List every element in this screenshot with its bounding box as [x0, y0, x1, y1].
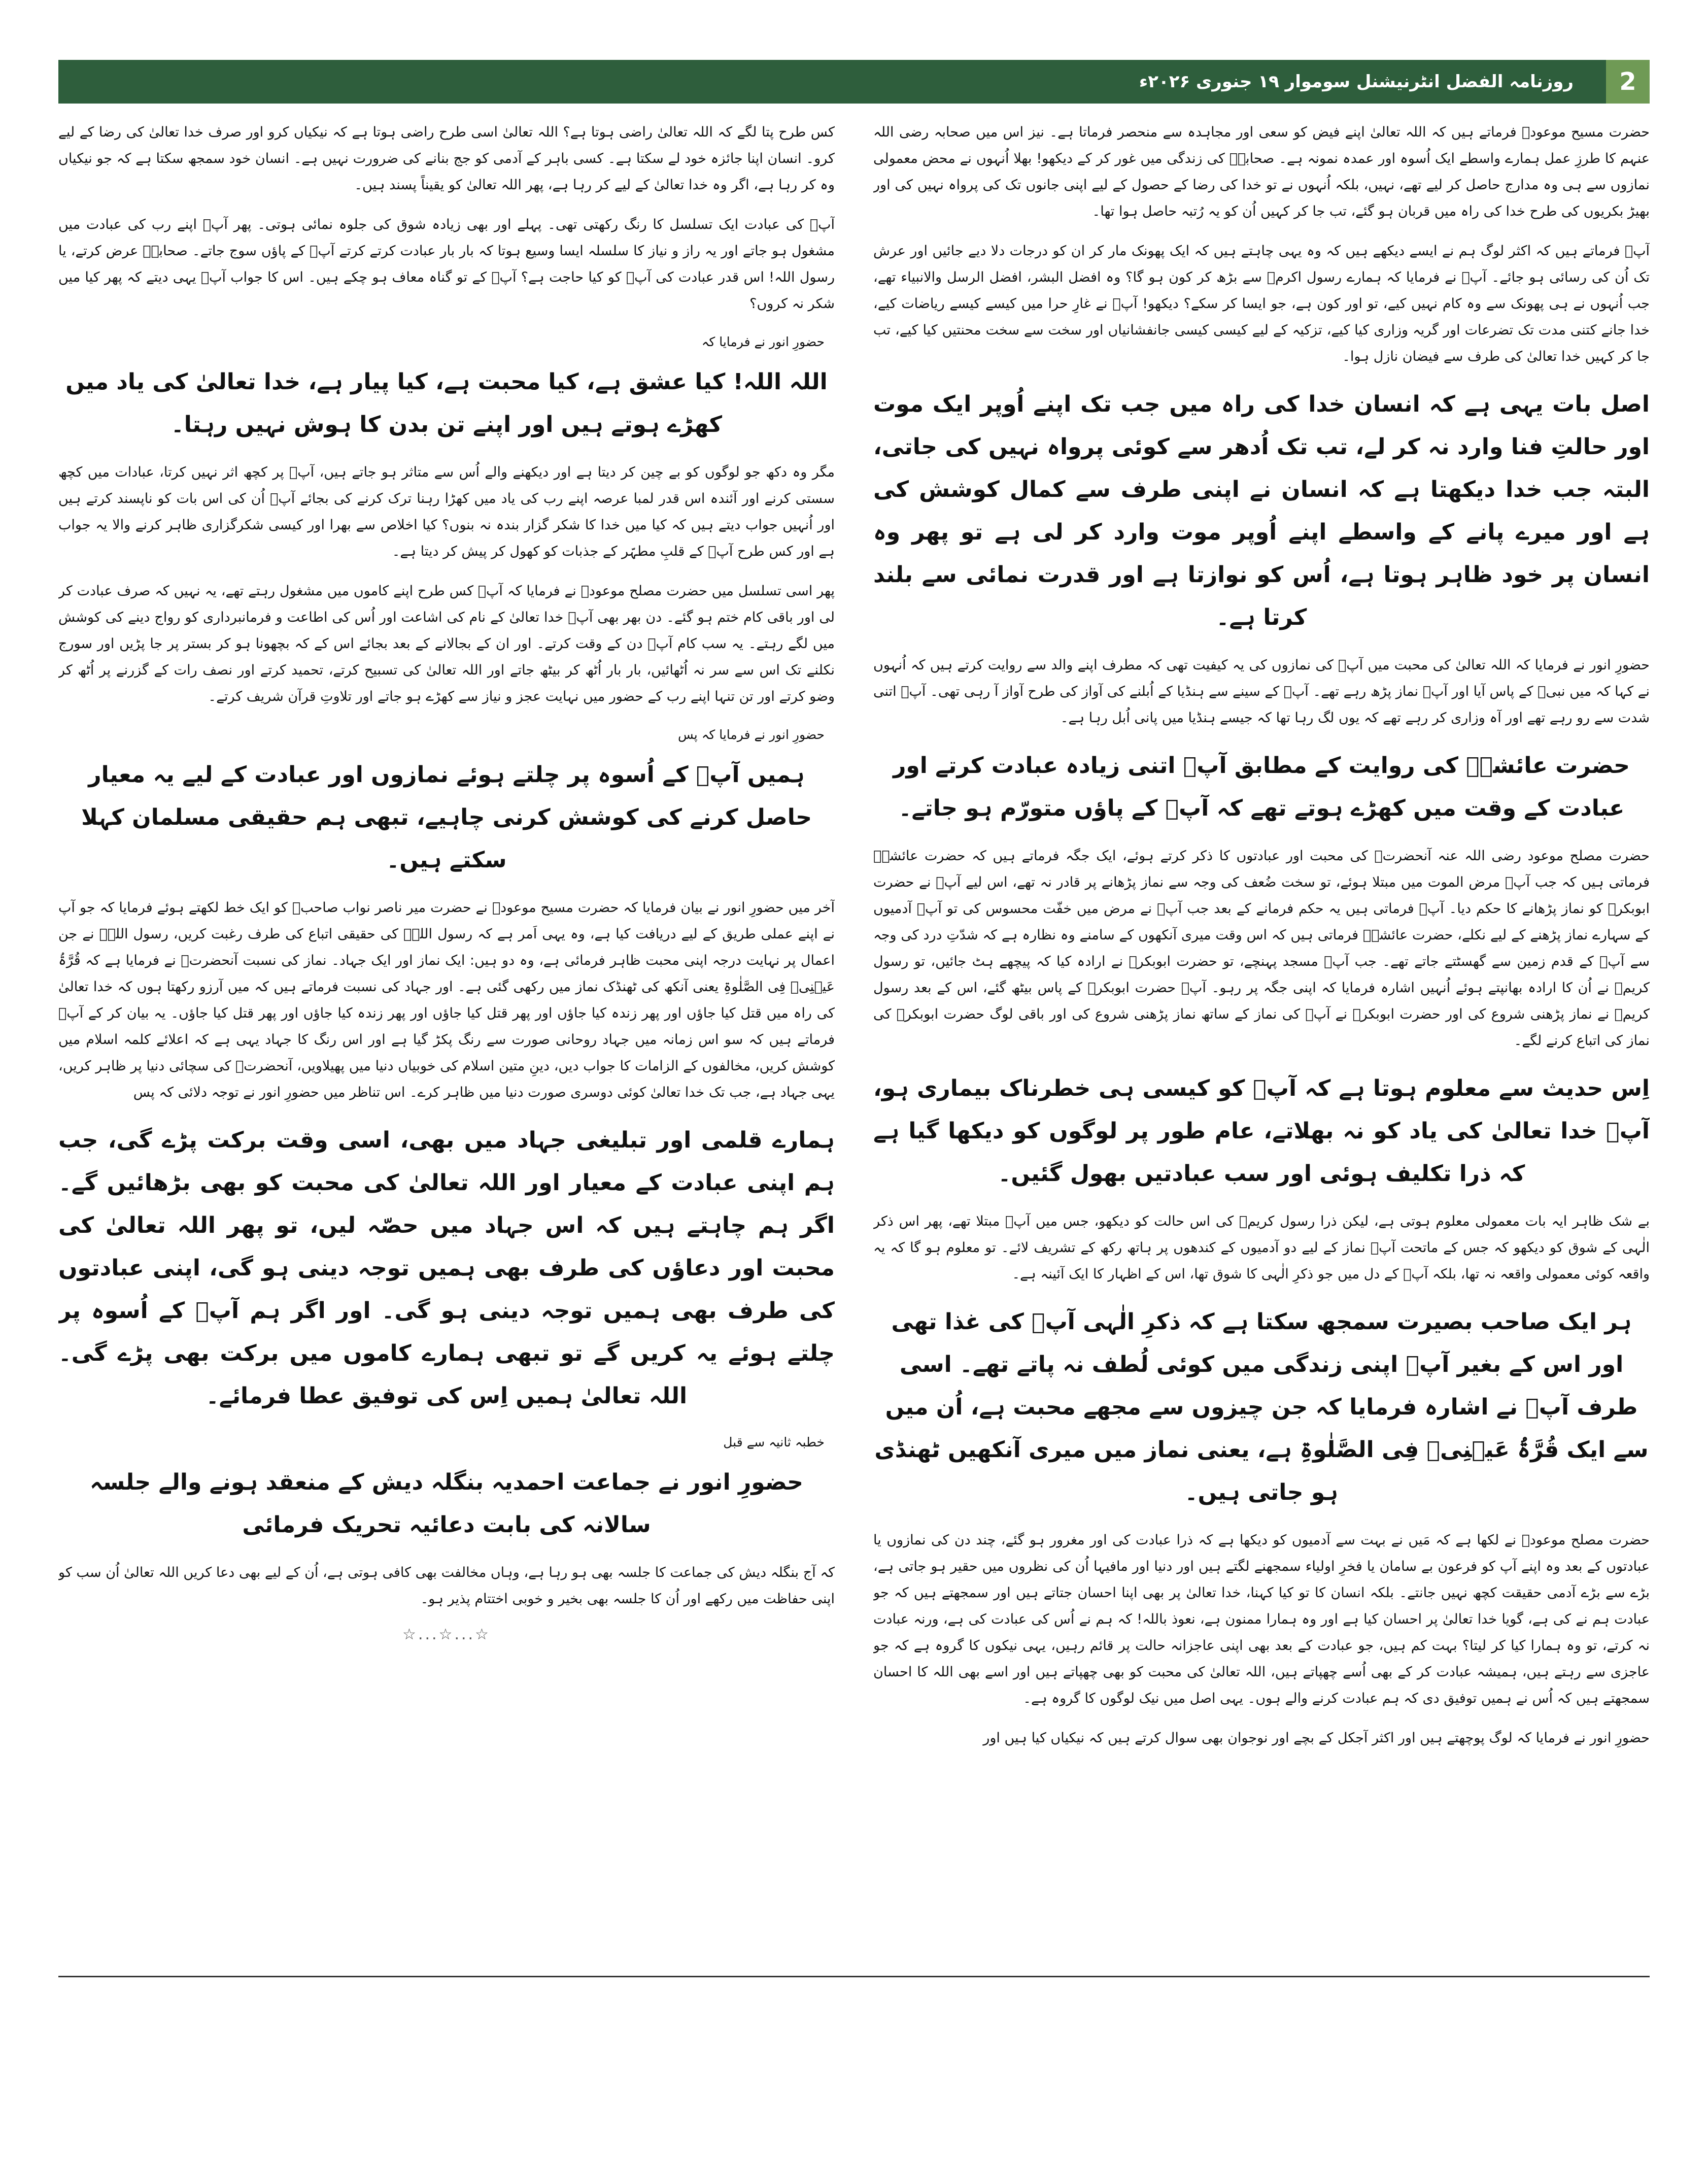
paragraph: پھر اسی تسلسل میں حضرت مصلح موعودؓ نے فرمایا کہ آپؐ کس طرح اپنے کاموں میں مشغول رہتے تھے، یہ نہیں کہ صرف عبادت کر لی اور باقی کام ختم ہو گئے۔ دن بھر بھی آپؐ خدا تعالیٰ کے نام کی اشاعت اور اُس کی اطاعت و فرمانبرداری کو رواج دینے کی کوشش میں لگے رہتے۔ یہ سب کام آپؐ دن کے وقت کرتے۔ اور ان کے بجالانے کے بعد بجائے اس کے کہ بچھونا ہو کر بستر پر جا پڑیں اور سورج نکلنے تک اس سے سر نہ اُٹھائیں، بار بار اُٹھ کر بیٹھ جاتے اور اللہ تعالیٰ کی تسبیح کرتے، تحمید کرتے اور نصف رات کے گزرنے پر اُٹھ کر وضو کرتے اور تن تنہا اپنے رب کے حضور میں نہایت عجز و نیاز سے کھڑے ہو جاتے اور تلاوتِ قرآن شریف کرتے۔ [58, 583, 835, 704]
section-heading: حضورِ انور نے جماعت احمدیہ بنگلہ دیش کے منعقد ہونے والے جلسہ سالانہ کی بابت دعائیہ تحریک فرمائی [90, 1469, 803, 1538]
masthead-bar [58, 60, 1650, 104]
paragraph: مگر وہ دکھ جو لوگوں کو بے چین کر دیتا ہے اور دیکھنے والے اُس سے متاثر ہو جاتے ہیں، آپؐ پر کچھ اثر نہیں کرتا، عبادات میں کچھ سستی کرنے اور آئندہ اس قدر لمبا عرصہ اپنے رب کی یاد میں کھڑا رہنا ترک کرنے کی بجائے آپؐ اُن کی اس بات کو ناپسند کرتے ہیں اور اُنہیں جواب دیتے ہیں کہ کیا میں خدا کا شکر گزار بندہ نہ بنوں؟ کیا اخلاص سے بھرا اور کیسی شکرگزاری ظاہر کرنے والا یہ جواب ہے اور کس طرح آپؐ کے قلبِ مطہّر کے جذبات کو کھول کر پیش کر دیتا ہے۔ [58, 464, 835, 559]
highlight-quote: ہمارے قلمی اور تبلیغی جہاد میں بھی، اسی وقت برکت پڑے گی، جب ہم اپنی عبادت کے معیار اور اللہ تعالیٰ کی محبت کو بھی بڑھائیں گے۔ اگر ہم چاہتے ہیں کہ اس جہاد میں حصّہ لیں، تو پھر اللہ تعالیٰ کی محبت اور دعاؤں کی طرف بھی ہمیں توجہ دینی ہو گی، اپنی عبادتوں کی طرف بھی ہمیں توجہ دینی ہو گی۔ اور اگر ہم آپؐ کے اُسوہ پر چلتے ہوئے یہ کریں گے تو تبھی ہمارے کاموں میں برکت بھی پڑے گی۔ اللہ تعالیٰ ہمیں اِس کی توفیق عطا فرمائے۔ [58, 1127, 835, 1409]
paragraph: حضرت مسیح موعودؑ فرماتے ہیں کہ اللہ تعالیٰ اپنے فیض کو سعی اور مجاہدہ سے منحصر فرماتا ہے۔ نیز اس میں صحابہ رضی اللہ عنہم کا طرزِ عمل ہمارے واسطے ایک اُسوہ اور عمدہ نمونہ ہے۔ صحابہؓ کی زندگی میں غور کر کے دیکھو! بھلا اُنہوں نے محض معمولی نمازوں سے ہی وہ مدارج حاصل کر لیے تھے، نہیں، بلکہ اُنہوں نے تو خدا کی رضا کے حصول کے لیے اپنی جانوں تک کی پرواہ نہیں کی اور بھیڑ بکریوں کی طرح خدا کی راہ میں قربان ہو گئے، تب جا کر کہیں اُن کو یہ رُتبہ حاصل ہوا تھا۔ [873, 124, 1650, 219]
paragraph: حضورِ انور نے فرمایا کہ اللہ تعالیٰ کی محبت میں آپؐ کی نمازوں کی یہ کیفیت تھی کہ مطرف اپنے والد سے روایت کرتے ہیں کہ اُنہوں نے کہا کہ میں نبیؐ کے پاس آیا اور آپؐ نماز پڑھ رہے تھے۔ آپؐ کے سینے سے ہنڈیا کے اُبلنے کی آواز کی طرح آواز آ رہی تھی۔ آپؐ اتنی شدت سے رو رہے تھے اور آہ وزاری کر رہے تھے کہ یوں لگ رہا تھا کہ جیسے ہنڈیا میں پانی اُبل رہا ہے۔ [873, 657, 1650, 726]
page-number: 2 [1606, 60, 1650, 104]
right-column [873, 119, 1650, 1962]
paragraph: بے شک ظاہر ایہ بات معمولی معلوم ہوتی ہے، لیکن ذرا رسول کریمؐ کی اس حالت کو دیکھو، جس میں آپؐ مبتلا تھے، پھر اس ذکر الٰہی کے شوق کو دیکھو کہ جس کے ماتحت آپؐ نماز کے لیے دو آدمیوں کے کندھوں پر ہاتھ رکھ کے تشریف لائے۔ تو معلوم ہو گا کہ یہ واقعہ کوئی معمولی واقعہ نہ تھا، بلکہ آپؐ کے دل میں جو ذکرِ الٰہی کا شوق تھا، اس کے اظہار کا ایک آئینہ ہے۔ [873, 1213, 1650, 1282]
lead-in-line: حضورِ انور نے فرمایا کہ [701, 334, 825, 349]
lead-in-line: حضورِ انور نے فرمایا کہ پس [677, 727, 825, 742]
star-divider: ☆...☆...☆ [402, 1626, 491, 1643]
highlight-quote: اِس حدیث سے معلوم ہوتا ہے کہ آپؐ کو کیسی ہی خطرناک بیماری ہو، آپؐ خدا تعالیٰ کی یاد کو نہ بھلاتے، عام طور پر لوگوں کو دیکھا گیا ہے کہ ذرا تکلیف ہوئی اور سب عبادتیں بھول گئیں۔ [873, 1075, 1650, 1187]
paragraph: حضورِ انور نے فرمایا کہ لوگ پوچھتے ہیں اور اکثر آجکل کے بچے اور نوجوان بھی سوال کرتے ہیں کہ نیکیاں کیا ہیں اور [983, 1730, 1650, 1746]
highlight-quote: اللہ اللہ! کیا عشق ہے، کیا محبت ہے، کیا پیار ہے، خدا تعالیٰ کی یاد میں کھڑے ہوتے ہیں اور اپنے تن بدن کا ہوش نہیں رہتا۔ [65, 369, 828, 437]
paragraph: کہ آج بنگلہ دیش کی جماعت کا جلسہ بھی ہو رہا ہے، وہاں مخالفت بھی کافی ہوتی ہے، اُن کے لیے بھی دعا کریں اللہ تعالیٰ اُن سب کو اپنی حفاظت میں رکھے اور اُن کا جلسہ بھی بخیر و خوبی اختتام پذیر ہو۔ [58, 1565, 835, 1607]
paragraph: حضرت مصلح موعود رضی اللہ عنہ آنحضرتؐ کی محبت اور عبادتوں کا ذکر کرتے ہوئے، ایک جگہ فرماتے ہیں کہ حضرت عائشہؓ فرماتی ہیں کہ جب آپؐ مرض الموت میں مبتلا ہوئے، تو سخت ضُعف کی وجہ سے نماز پڑھانے پر قادر نہ تھے، اس لیے آپؐ نے حضرت ابوبکرؓ کو نماز پڑھانے کا حکم دیا۔ آپؓ فرماتی ہیں یہ حکم فرمانے کے بعد جب آپؐ نے مرض میں خفّت محسوس کی تو آپؐ آدمیوں کے سہارے نماز پڑھنے کے لیے نکلے، حضرت عائشہؓ فرماتی ہیں کہ اس وقت میری آنکھوں کے سامنے وہ نظارہ ہے کہ شدّتِ درد کی وجہ سے آپؐ کے قدم زمین سے گھسٹتے جاتے تھے۔ جب آپؐ مسجد پہنچے، تو حضرت ابوبکرؓ نے ارادہ کیا کہ پیچھے ہٹ جائیں، تو رسول کریمؐ نے اُن کا ارادہ بھانپتے ہوئے اُنہیں اشارہ فرمایا کہ اپنی جگہ پر رہو۔ آپؐ حضرت ابوبکرؓ کے پاس بیٹھ گئے، اس کے بعد رسول کریمؐ نے نماز پڑھنی شروع کی اور حضرت ابوبکرؓ نے آپؐ کی نماز کے ساتھ نماز پڑھنی شروع کی اور باقی لوگ حضرت ابوبکرؓ کی نماز کی اتباع کرنے لگے۔ [873, 848, 1650, 1049]
highlight-quote: حضرت عائشہؓ کی روایت کے مطابق آپؐ اتنی زیادہ عبادت کرتے اور عبادت کے وقت میں کھڑے ہوتے تھے کہ آپؐ کے پاؤں متورّم ہو جاتے۔ [893, 753, 1630, 821]
paragraph: حضرت مصلح موعودؓ نے لکھا ہے کہ مَیں نے بہت سے آدمیوں کو دیکھا ہے کہ ذرا عبادت کی اور مغرور ہو گئے، چند دن کی نمازوں یا عبادتوں کے بعد وہ اپنے آپ کو فرعون بے سامان یا فخرِ اولیاء سمجھنے لگتے ہیں اور دنیا اور مافیہا اُن کی نظروں میں حقیر ہو جاتی ہے، بڑے سے بڑے آدمی حقیقت کچھ نہیں جانتے۔ بلکہ انسان کا تو کیا کہنا، خدا تعالیٰ پر بھی اپنا احسان جتاتے ہیں اور سمجھتے ہیں کہ جو عبادت ہم نے کی ہے، گویا خدا تعالیٰ پر احسان کیا ہے اور وہ ہمارا ممنون ہے، نعوذ باللہ! کہ ہم نے اُس کی عبادت کی ہے، ورنہ عبادت نہ کرتے، تو وہ ہمارا کیا کر لیتا؟ بہت کم ہیں، جو عبادت کے بعد بھی اپنی عاجزانہ حالت پر قائم رہیں، یہی نیکوں کا گروہ ہے کہ جو عاجزی سے رہتے ہیں، ہمیشہ عبادت کر کے بھی اُسے چھپاتے ہیں، اللہ تعالیٰ کی محبت کو بھی چھپاتے ہیں اور اسے بھی اللہ کا احسان سمجھتے ہیں کہ اُس نے ہمیں توفیق دی کہ ہم عبادت کرنے والے ہوں۔ یہی اصل میں نیک لوگوں کا گروہ ہے۔ [873, 1532, 1650, 1706]
paragraph: آخر میں حضورِ انور نے بیان فرمایا کہ حضرت مسیح موعودؑ نے حضرت میر ناصر نواب صاحبؓ کو ایک خط لکھتے ہوئے فرمایا کہ جو آپ نے اپنے عملی طریق کے لیے دریافت کیا ہے، وہ یہی اَمر ہے کہ رسول اللہؐ کی حقیقی اتباع کی طرف رغبت کریں، رسول اللہؐ نے جن اعمال پر نہایت درجہ اپنی محبت ظاہر فرمائی ہے، وہ دو ہیں: ایک نماز اور ایک جہاد۔ نماز کی نسبت آنحضرتؐ نے فرمایا ہے کہ قُرَّۃُ عَیۡنِیۡ فِی الصَّلٰوۃِ یعنی آنکھ کی ٹھنڈک نماز میں رکھی گئی ہے۔ اور جہاد کی نسبت فرماتے ہیں کہ میں آرزو رکھتا ہوں کہ خدا تعالیٰ کی راہ میں قتل کیا جاؤں اور پھر زندہ کیا جاؤں اور پھر قتل کیا جاؤں اور پھر زندہ کیا جاؤں اور پھر قتل کیا جاؤں۔ یہ بیان کر کے آپؑ فرماتے ہیں کہ سو اس زمانہ میں جہاد روحانی صورت سے رنگ پکڑ گیا ہے اور اس رنگ کا جہاد یہی ہے کہ اعلائے کلمہ اسلام میں کوشش کریں، مخالفوں کے الزامات کا جواب دیں، دینِ متین اسلام کی خوبیاں دنیا میں پھیلاویں، آنحضرتؐ کی سچائی دنیا پر ظاہر کریں، یہی جہاد ہے، جب تک خدا تعالیٰ کوئی دوسری صورت دنیا میں ظاہر کرے۔ اس تناظر میں حضورِ انور نے توجہ دلائی کہ پس [58, 900, 835, 1100]
paragraph: آپؑ فرماتے ہیں کہ اکثر لوگ ہم نے ایسے دیکھے ہیں کہ وہ یہی چاہتے ہیں کہ ایک پھونک مار کر ان کو درجات دلا دیے جائیں اور عرش تک اُن کی رسائی ہو جائے۔ آپؑ نے فرمایا کہ ہمارے رسول اکرمؐ سے بڑھ کر کون ہو گا؟ وہ افضل البشر، افضل الرسل والانبیاء تھے، جب اُنہوں نے ہی پھونک سے وہ کام نہیں کیے، تو اور کون ہے، جو ایسا کر سکے؟ دیکھو! آپؐ نے غارِ حرا میں کیسے کیسے ریاضات کیے، خدا جانے کتنی مدت تک تضرعات اور گریہ وزاری کیا کیے، تزکیہ کے لیے کیسی کیسی جانفشانیاں اور سخت سے سخت محنتیں کیا کیے، تب جا کر کہیں خدا تعالیٰ کی طرف سے فیضان نازل ہوا۔ [873, 243, 1650, 364]
highlight-quote: ہمیں آپؐ کے اُسوہ پر چلتے ہوئے نمازوں اور عبادت کے لیے یہ معیار حاصل کرنے کی کوشش کرنی چاہیے، تبھی ہم حقیقی مسلمان کہلا سکتے ہیں۔ [81, 762, 812, 873]
highlight-quote: ہر ایک صاحب بصیرت سمجھ سکتا ہے کہ ذکرِ الٰہی آپؐ کی غذا تھی اور اس کے بغیر آپؐ اپنی زندگی میں کوئی لُطف نہ پاتے تھے۔ اسی طرف آپؐ نے اشارہ فرمایا کہ جن چیزوں سے مجھے محبت ہے، اُن میں سے ایک قُرَّۃُ عَیۡنِیۡ فِی الصَّلٰوۃِ ہے، یعنی نماز میں میری آنکھیں ٹھنڈی ہو جاتی ہیں۔ [874, 1309, 1649, 1505]
highlight-quote: اصل بات یہی ہے کہ انسان خدا کی راہ میں جب تک اپنے اُوپر ایک موت اور حالتِ فنا وارد نہ کر لے، تب تک اُدھر سے کوئی پرواہ نہیں کی جاتی، البتہ جب خدا دیکھتا ہے کہ انسان نے اپنی طرف سے کمال کوشش کی ہے اور میرے پانے کے واسطے اپنے اُوپر موت وارد کر لی ہے تو پھر وہ انسان پر خود ظاہر ہوتا ہے، اُس کو نوازتا ہے اور قدرت نمائی سے بلند کرتا ہے۔ [873, 391, 1650, 630]
lead-in-line: خطبہ ثانیہ سے قبل [723, 1435, 825, 1449]
paragraph: آپؐ کی عبادت ایک تسلسل کا رنگ رکھتی تھی۔ پہلے اور بھی زیادہ شوق کی جلوہ نمائی ہوتی۔ پھر آپؐ اپنے رب کی عبادت میں مشغول ہو جاتے اور یہ راز و نیاز کا سلسلہ ایسا وسیع ہوتا کہ بار بار عبادت کرتے کرتے آپؐ کے پاؤں سوج جاتے۔ صحابہؓ عرض کرتے، یا رسول اللہ! اس قدر عبادت کی آپؐ کو کیا حاجت ہے؟ آپؐ کے تو گناہ معاف ہو چکے ہیں۔ اس کا جواب آپؐ یہی دیتے کہ پھر کیا میں شکر نہ کروں؟ [58, 217, 835, 312]
newspaper-title-date: روزنامہ الفضل انٹرنیشنل سوموار ۱۹ جنوری ۲۰۲۶ء [1139, 72, 1574, 92]
paragraph: کس طرح پتا لگے کہ اللہ تعالیٰ راضی ہوتا ہے؟ اللہ تعالیٰ اسی طرح راضی ہوتا ہے کہ نیکیاں کرو اور صرف خدا تعالیٰ کی رضا کے لیے کرو۔ انسان اپنا جائزہ خود لے سکتا ہے۔ کسی باہر کے آدمی کو جج بنانے کی ضرورت نہیں ہے۔ انسان خود سمجھ سکتا ہے کہ جو نیکیاں وہ کر رہا ہے، اگر وہ خدا تعالیٰ کے لیے کر رہا ہے، پھر اللہ تعالیٰ کو یقیناً پسند ہیں۔ [58, 124, 835, 193]
footer-rule [58, 1976, 1650, 1977]
left-column [58, 119, 835, 1962]
